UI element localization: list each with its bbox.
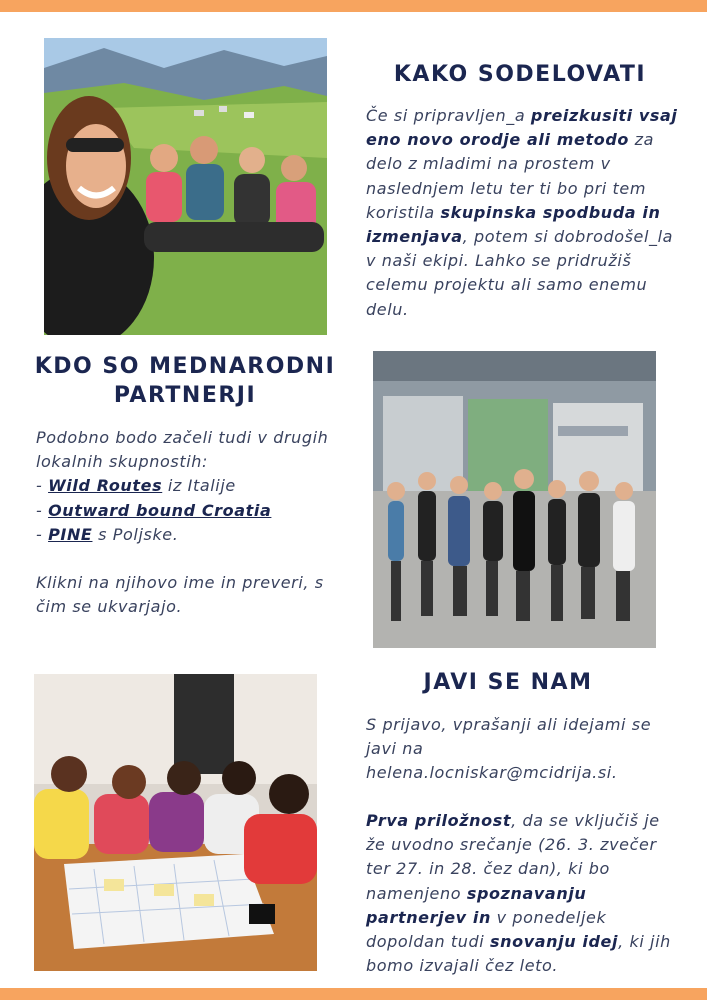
workshop-table-photo — [34, 674, 317, 971]
partner-link-wild-routes[interactable]: Wild Routes — [48, 476, 163, 496]
partner-link-outward-bound-croatia[interactable]: Outward bound Croatia — [48, 500, 272, 520]
partner-item-wild-routes: - Wild Routes iz Italije — [36, 476, 236, 496]
partnerji-text: Podobno bodo začeli tudi v drugih lokalnih skupnostih: - Wild Routes iz Italije - Outward bound Croatia - PINE s Poljske. Klikni na njihovo ime in preveri, s čim se ukvarjajo. — [36, 428, 329, 617]
partner-item-pine: - PINE s Poljske. — [36, 524, 179, 544]
partner-item-outward-bound: - Outward bound Croatia — [36, 500, 272, 520]
bottom-accent-bar — [0, 988, 707, 1000]
kako-sodelovati-text: Če si pripravljen_a preizkusiti vsaj eno novo orodje ali metodo za delo z mladimi na prostem v naslednjem letu ter ti bo pri tem koristila skupinska spodbuda in izmenjava, potem si dobrodošel_la v naši ekipi. Lahko se pridružiš celemu projektu ali samo enemu delu. — [366, 106, 678, 319]
partner-link-pine[interactable]: PINE — [48, 524, 93, 544]
heading-kako-sodelovati: KAKO SODELOVATI — [393, 62, 647, 87]
heading-javi-se-nam: JAVI SE NAM — [423, 670, 593, 695]
javi-contact-text: S prijavo, vprašanji ali idejami se javi na helena.locniskar@mcidrija.si. — [366, 715, 652, 783]
heading-partnerji: KDO SO MEDNARODNI PARTNERJI — [34, 354, 336, 408]
top-accent-bar — [0, 0, 707, 12]
javi-details-text: Prva priložnost, da se vključiš je že uvodno srečanje (26. 3. zvečer ter 27. in 28. čez dan), ki bo namenjeno spoznavanju partnerjev in v ponedeljek dopoldan tudi snovanju idej, ki jih bomo izvajali čez leto. — [366, 811, 671, 976]
mountain-group-photo — [44, 38, 327, 335]
outdoor-group-photo — [373, 351, 656, 648]
